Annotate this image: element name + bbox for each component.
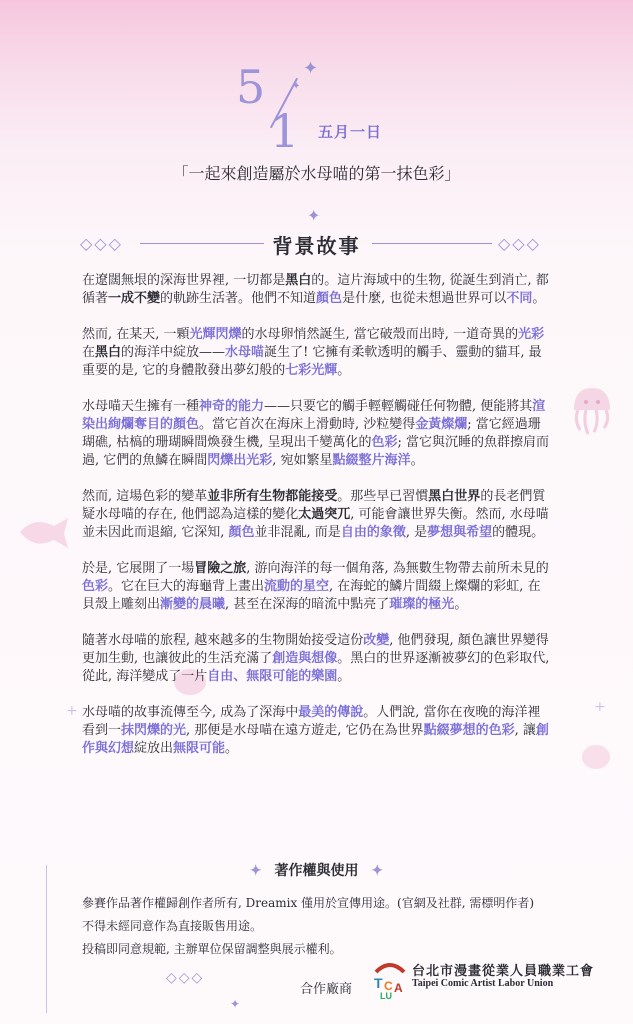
- highlighted-text: 光彩: [518, 327, 545, 342]
- copyright-line: 投稿即同意規範, 主辦單位保留調整與展示權利。: [82, 942, 342, 956]
- diamond-ornament-icon: ◇◇◇: [498, 234, 541, 253]
- story-text: 。: [225, 741, 239, 756]
- partner-org-name-zh: 台北市漫畫從業人員職業工會: [412, 964, 595, 979]
- date-label: 五月一日: [318, 123, 383, 141]
- story-text: 的長老們質疑水母喵的存在, 他們認為這樣的變化: [82, 489, 546, 522]
- story-text: , 甚至在深海的暗流中點亮了: [225, 597, 390, 612]
- story-text: 。: [454, 597, 468, 612]
- story-text: , 宛如繁星: [272, 453, 333, 468]
- story-text: 是什麼, 也從未想過世界可以: [342, 291, 507, 306]
- union-logo-icon: [370, 954, 410, 1000]
- bold-text: 冒險之旅: [194, 561, 247, 576]
- blob-decoration: [576, 740, 616, 774]
- story-text: 的水母卵悄然誕生, 當它破殼而出時, 一道奇異的: [241, 327, 519, 342]
- story-text: 。當它首次在海床上滑動時, 沙粒變得: [199, 417, 416, 432]
- divider: [46, 865, 47, 1013]
- diamond-ornament-icon: ◇◇◇: [80, 234, 123, 253]
- story-text: 在遼闊無垠的深海世界裡, 一切都是: [82, 273, 286, 288]
- highlighted-text: 自由的象徵: [340, 525, 406, 540]
- story-text: 。它在巨大的海龜背上畫出: [108, 579, 265, 594]
- sparkle-icon: ✦: [303, 58, 319, 79]
- story-text: 。: [337, 363, 351, 378]
- story-text: 誕生了! 它擁有柔軟透明的觸手、靈動的貓耳, 最重要的是, 它的身體散發出夢幻般的: [82, 345, 542, 378]
- story-text: 的軌跡生活著。他們不知道: [160, 291, 317, 306]
- story-text: 隨著水母喵的旅程, 越來越多的生物開始接受這份: [82, 633, 364, 648]
- highlighted-text: 改變: [363, 633, 390, 648]
- highlighted-text: 渲染出絢爛奪目的顏色: [82, 399, 546, 432]
- story-text: ; 當它與沉睡的魚群擦肩而過, 它們的魚鱗在瞬間: [82, 435, 550, 468]
- story-text: , 是: [405, 525, 428, 540]
- highlighted-text: 神奇的能力: [199, 399, 265, 414]
- story-text: 。人們說, 當你在夜晚的海洋裡看到一: [82, 705, 541, 738]
- copyright-title: 著作權與使用: [274, 863, 359, 879]
- story-body: [82, 272, 552, 776]
- highlighted-text: 光輝閃爍: [189, 327, 242, 342]
- sparkle-icon: ✦: [292, 81, 301, 92]
- story-text: 然而, 在某天, 一顆: [82, 327, 190, 342]
- highlighted-text: 不同: [506, 291, 533, 306]
- highlighted-text: 無限可能: [173, 741, 226, 756]
- highlighted-text: 璀璨的極光: [389, 597, 455, 612]
- copyright-line: 不得未經同意作為直接販售用途。: [82, 919, 263, 933]
- highlighted-text: 水母喵: [225, 345, 265, 360]
- highlighted-text: 金黃燦爛: [415, 417, 468, 432]
- diamond-ornament-icon: ◇◇◇: [166, 970, 205, 986]
- fish-decoration: [12, 512, 72, 552]
- story-text: , 讓: [514, 723, 536, 738]
- story-paragraph: [82, 488, 552, 542]
- highlighted-text: 閃爍出光彩: [207, 453, 273, 468]
- highlighted-text: 抹閃爍的光: [121, 723, 187, 738]
- svg-text:T: T: [374, 975, 383, 991]
- story-text: ; 當它經過珊瑚礁, 枯槁的珊瑚瞬間煥發生機, 呈現出千變萬化的: [82, 417, 541, 450]
- highlighted-text: 點綴整片海洋: [332, 453, 411, 468]
- story-text: 水母喵的故事流傳至今, 成為了深海中: [82, 705, 299, 720]
- story-text: , 可能會讓世界失衡。然而, 水母喵並未因此而退縮, 它深知,: [82, 507, 549, 540]
- highlighted-text: 夢想與希望: [427, 525, 493, 540]
- section-title: 背景故事: [272, 234, 361, 258]
- tagline: 「一起來創造屬於水母喵的第一抹色彩」: [172, 164, 461, 183]
- story-text: , 游向海洋的每一個角落, 為無數生物帶去前所未見的: [246, 561, 549, 576]
- story-text: 綻放出: [134, 741, 174, 756]
- story-paragraph: [82, 272, 552, 308]
- highlighted-text: 顏色: [316, 291, 343, 306]
- story-text: 水母喵天生擁有一種: [82, 399, 200, 414]
- partner-label: 合作廠商: [300, 982, 353, 997]
- story-text: 。: [532, 291, 546, 306]
- svg-text:C: C: [384, 979, 393, 993]
- bold-text: 太過突兀: [298, 507, 351, 522]
- highlighted-text: 流動的星空: [264, 579, 330, 594]
- story-text: 然而, 這場色彩的變革: [82, 489, 208, 504]
- story-paragraph: [82, 632, 552, 686]
- story-text: ——只要它的觸手輕輕觸碰任何物體, 便能將其: [264, 399, 533, 414]
- story-text: 的海洋中綻放——: [121, 345, 226, 360]
- svg-text:A: A: [394, 981, 403, 995]
- story-paragraph: [82, 704, 552, 758]
- story-text: 。: [337, 669, 351, 684]
- story-text: 。: [410, 453, 424, 468]
- highlighted-text: 漸變的晨曦: [160, 597, 226, 612]
- sparkle-icon: ✦: [249, 863, 262, 879]
- bold-text: 一成不變: [108, 291, 161, 306]
- highlighted-text: 色彩: [82, 579, 109, 594]
- story-paragraph: [82, 398, 552, 470]
- story-text: 的體現。: [492, 525, 545, 540]
- date-day: 1: [270, 104, 300, 158]
- story-text: 並非混亂, 而是: [254, 525, 341, 540]
- date-block: [0, 0, 633, 160]
- highlighted-text: 色彩: [371, 435, 398, 450]
- story-paragraph: [82, 326, 552, 380]
- bold-text: 並非所有生物都能接受: [207, 489, 338, 504]
- story-text: , 他們發現, 顏色讓世界變得更加生動, 也讓彼此的生活充滿了: [82, 633, 549, 666]
- jellyfish-decoration: [560, 380, 624, 440]
- sparkle-icon: +: [594, 699, 606, 715]
- story-text: 。那些早已習慣: [337, 489, 429, 504]
- highlighted-text: 創作與幻想: [82, 723, 549, 756]
- bold-text: 黑白: [285, 273, 312, 288]
- story-text: 的。這片海域中的生物, 從誕生到消亡, 都循著: [82, 273, 549, 306]
- highlighted-text: 七彩光輝: [285, 363, 338, 378]
- sparkle-icon: ✦: [230, 997, 241, 1011]
- bold-text: 黑白世界: [428, 489, 481, 504]
- story-text: , 在海蛇的鱗片間綴上燦爛的彩虹, 在貝殼上雕刻出: [82, 579, 541, 612]
- date-month: 5: [236, 60, 266, 114]
- highlighted-text: 最美的傳說: [298, 705, 364, 720]
- highlighted-text: 創造與想像: [272, 651, 338, 666]
- svg-text:LU: LU: [380, 991, 392, 1000]
- highlighted-text: 點綴夢想的色彩: [423, 723, 515, 738]
- bold-text: 黑白: [95, 345, 122, 360]
- copyright-body: [82, 892, 534, 961]
- story-text: , 那便是水母喵在遠方遊走, 它仍在為世界: [186, 723, 424, 738]
- story-paragraph: [82, 560, 552, 614]
- story-text: 在: [82, 345, 96, 360]
- sparkle-icon: ✦: [307, 206, 321, 225]
- story-text: 。黑白的世界逐漸被夢幻的色彩取代, 從此, 海洋變成了一片: [82, 651, 550, 684]
- copyright-line: 參賽作品著作權歸創作者所有, Dreamix 僅用於宣傳用途。(官網及社群, 需標明作者): [82, 896, 535, 910]
- section-heading: [0, 232, 633, 258]
- highlighted-text: 顏色: [228, 525, 255, 540]
- sparkle-icon: ✦: [371, 863, 384, 879]
- copyright-heading: [0, 860, 633, 880]
- divider: [372, 243, 492, 244]
- story-text: 於是, 它展開了一場: [82, 561, 195, 576]
- sparkle-icon: +: [66, 703, 78, 719]
- partner-org-name-en: Taipei Comic Artist Labor Union: [412, 978, 554, 989]
- highlighted-text: 自由、無限可能的樂園: [207, 669, 338, 684]
